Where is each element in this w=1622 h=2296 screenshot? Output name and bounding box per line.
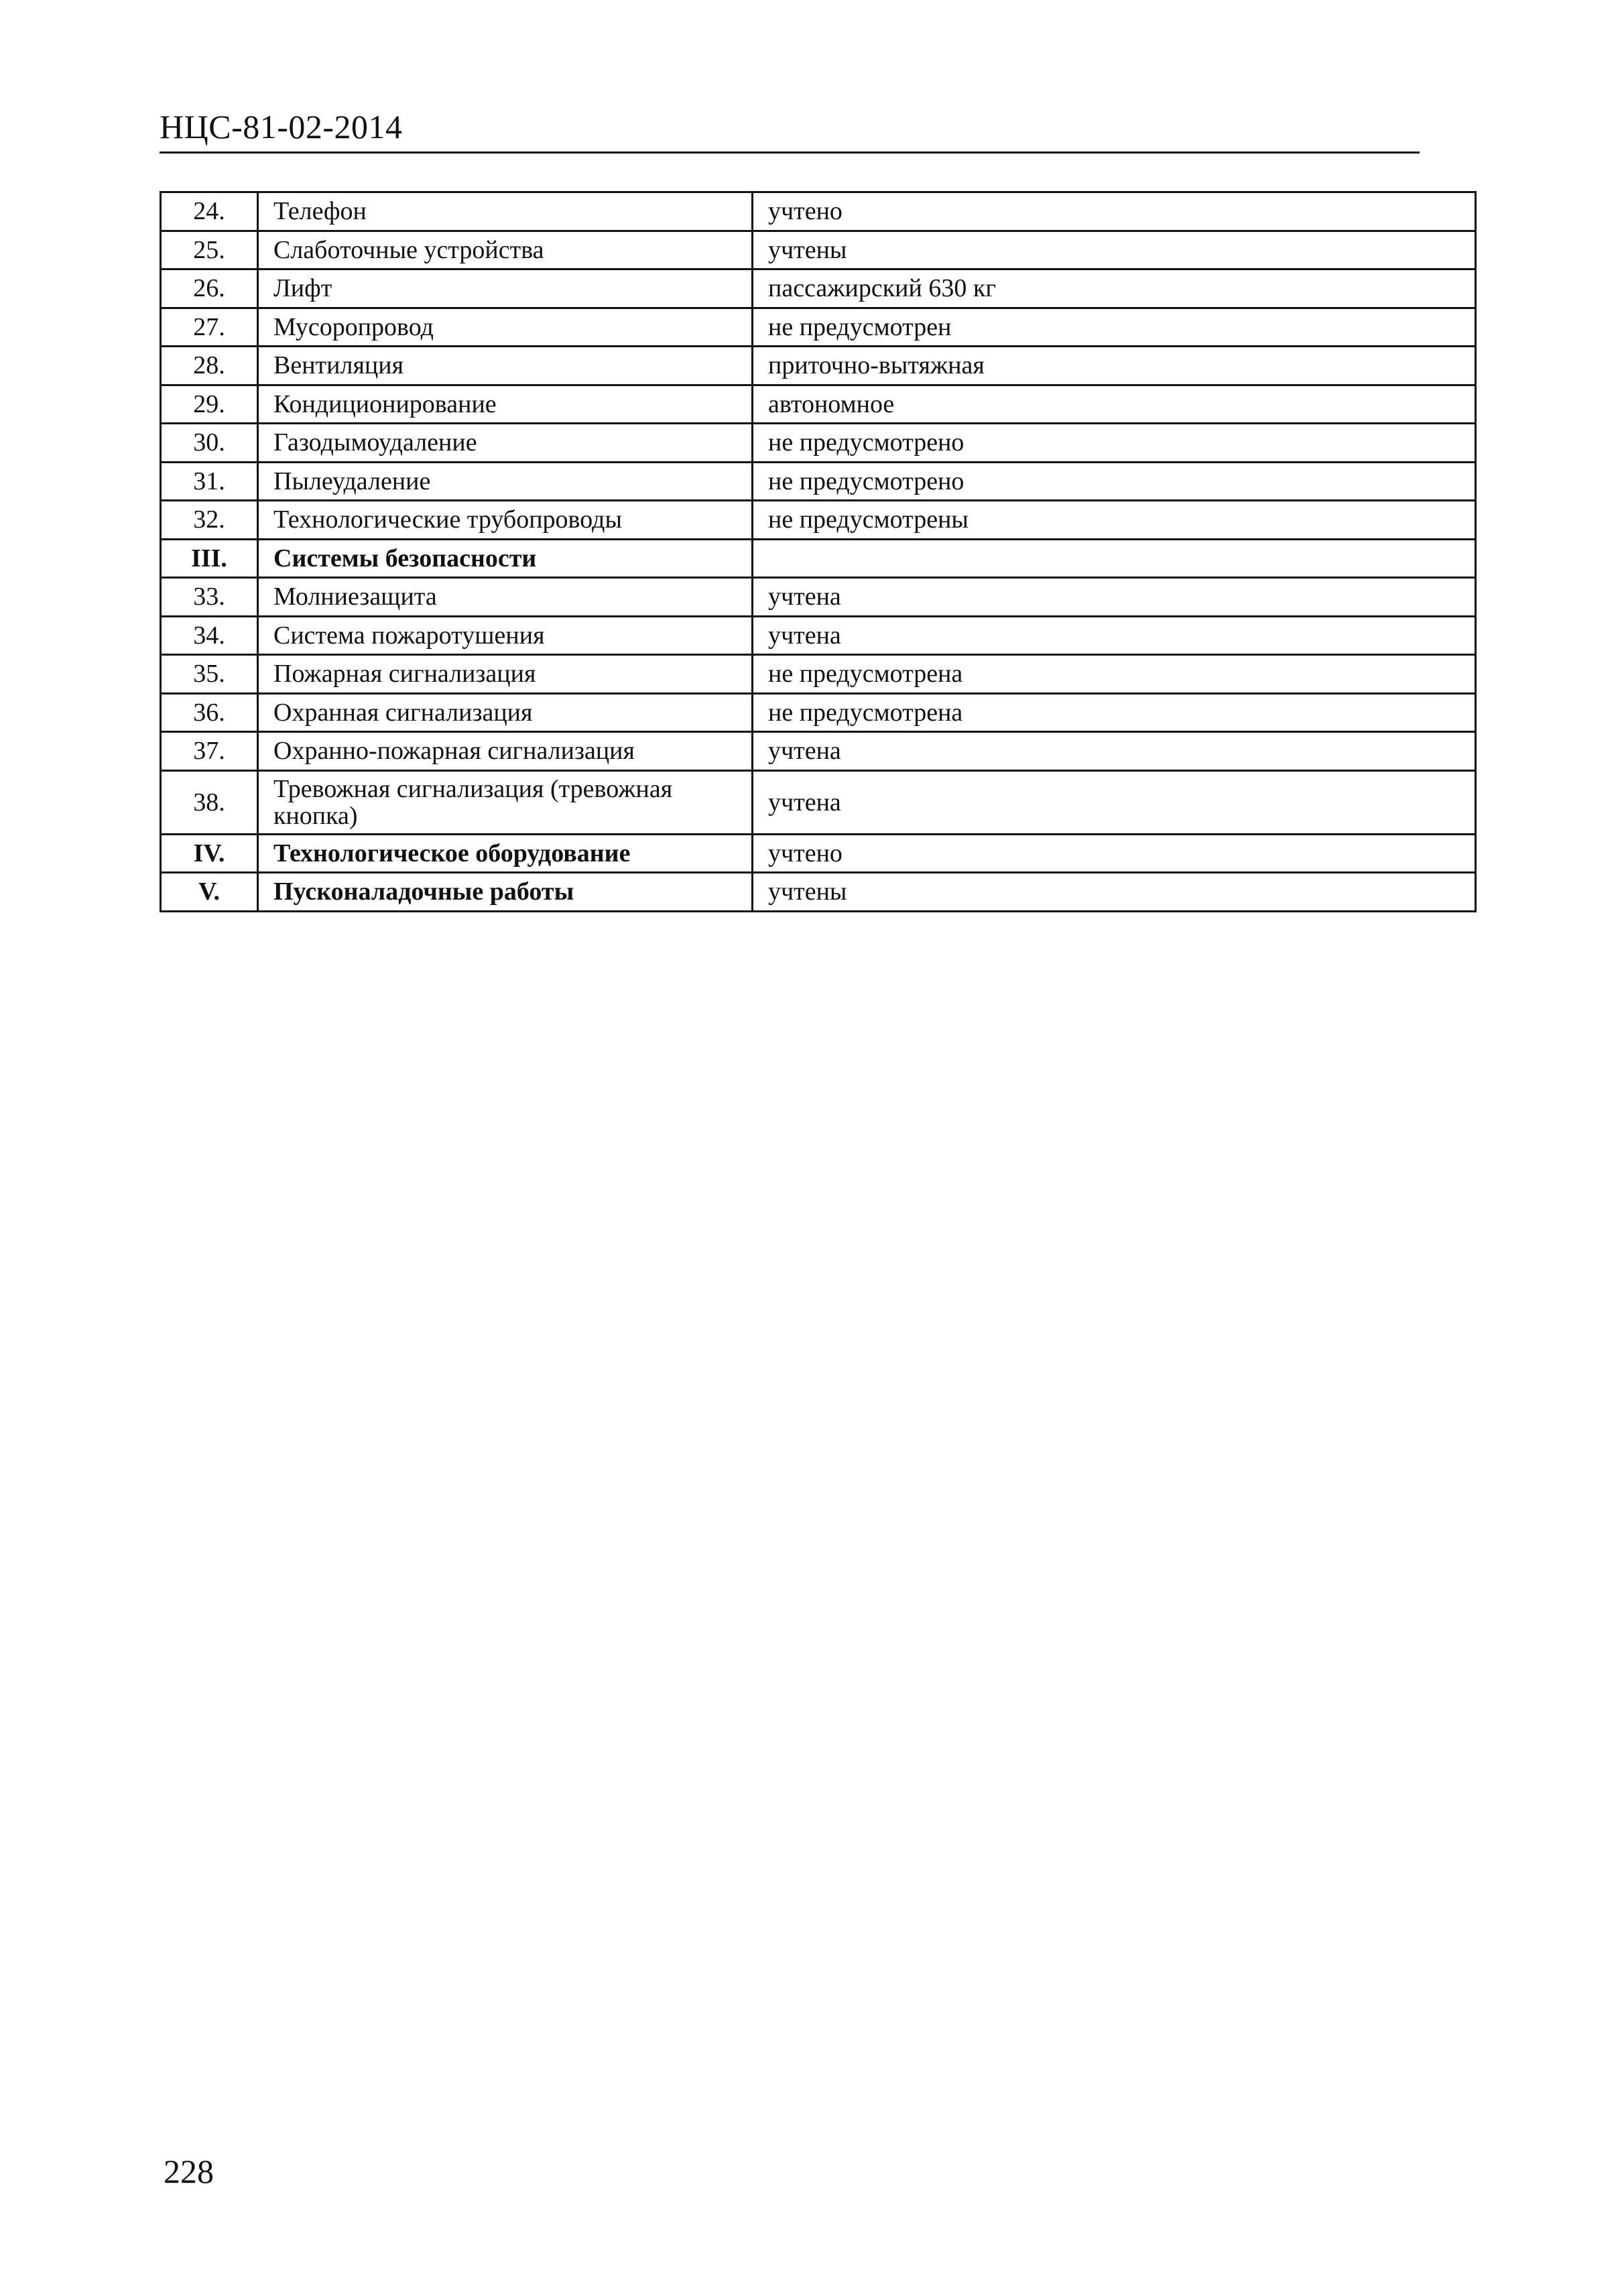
table-row	[161, 616, 1476, 655]
row-value-cell: учтена	[753, 732, 1476, 771]
row-value-cell: приточно-вытяжная	[753, 347, 1476, 385]
specification-table	[160, 191, 1477, 912]
row-value-cell: учтена	[753, 770, 1476, 834]
table-row	[161, 501, 1476, 540]
row-number-cell: 36.	[161, 693, 258, 732]
table-row	[161, 770, 1476, 834]
row-number-cell: 27.	[161, 308, 258, 347]
row-name-cell: Охранная сигнализация	[258, 693, 753, 732]
table-row	[161, 655, 1476, 694]
row-number-cell: 32.	[161, 501, 258, 540]
table-row	[161, 308, 1476, 347]
row-number-cell: III.	[161, 539, 258, 578]
row-number-cell: 24.	[161, 192, 258, 231]
row-name-cell: Система пожаротушения	[258, 616, 753, 655]
row-name-cell: Газодымоудаление	[258, 424, 753, 463]
row-name-cell: Молниезащита	[258, 578, 753, 617]
row-number-cell: 30.	[161, 424, 258, 463]
row-value-cell: не предусмотрен	[753, 308, 1476, 347]
table-row	[161, 385, 1476, 424]
row-value-cell: не предусмотрено	[753, 462, 1476, 501]
row-name-cell: Тревожная сигнализация (тревожная кнопка)	[258, 770, 753, 834]
row-value-cell: учтены	[753, 873, 1476, 912]
table-section-row	[161, 873, 1476, 912]
row-number-cell: 34.	[161, 616, 258, 655]
row-number-cell: 37.	[161, 732, 258, 771]
row-value-cell: учтена	[753, 578, 1476, 617]
row-number-cell: 31.	[161, 462, 258, 501]
document-code: НЦС-81-02-2014	[160, 108, 403, 145]
table-row	[161, 269, 1476, 308]
table-row	[161, 231, 1476, 269]
row-value-cell: учтены	[753, 231, 1476, 269]
table-row	[161, 693, 1476, 732]
header-divider	[160, 152, 1420, 154]
row-name-cell: Технологическое оборудование	[258, 834, 753, 873]
row-number-cell: IV.	[161, 834, 258, 873]
row-name-cell: Технологические трубопроводы	[258, 501, 753, 540]
table-row	[161, 732, 1476, 771]
row-value-cell: учтена	[753, 616, 1476, 655]
page-number: 228	[164, 2153, 214, 2190]
row-value-cell: пассажирский 630 кг	[753, 269, 1476, 308]
table-row	[161, 347, 1476, 385]
row-value-cell: учтено	[753, 834, 1476, 873]
row-name-cell: Телефон	[258, 192, 753, 231]
row-number-cell: 28.	[161, 347, 258, 385]
row-value-cell: не предусмотрено	[753, 424, 1476, 463]
specification-table-body	[161, 192, 1476, 912]
row-name-cell: Системы безопасности	[258, 539, 753, 578]
row-name-cell: Вентиляция	[258, 347, 753, 385]
row-value-cell	[753, 539, 1476, 578]
row-number-cell: 25.	[161, 231, 258, 269]
row-name-cell: Пожарная сигнализация	[258, 655, 753, 694]
row-name-cell: Охранно-пожарная сигнализация	[258, 732, 753, 771]
row-name-cell: Мусоропровод	[258, 308, 753, 347]
row-number-cell: 33.	[161, 578, 258, 617]
row-name-cell: Пусконаладочные работы	[258, 873, 753, 912]
row-value-cell: не предусмотрена	[753, 655, 1476, 694]
row-number-cell: 26.	[161, 269, 258, 308]
table-row	[161, 424, 1476, 463]
row-value-cell: учтено	[753, 192, 1476, 231]
table-row	[161, 578, 1476, 617]
row-number-cell: 38.	[161, 770, 258, 834]
row-name-cell: Слаботочные устройства	[258, 231, 753, 269]
row-value-cell: автономное	[753, 385, 1476, 424]
table-section-row	[161, 539, 1476, 578]
row-value-cell: не предусмотрена	[753, 693, 1476, 732]
row-number-cell: 29.	[161, 385, 258, 424]
row-name-cell: Пылеудаление	[258, 462, 753, 501]
row-value-cell: не предусмотрены	[753, 501, 1476, 540]
table-section-row	[161, 834, 1476, 873]
row-name-cell: Кондиционирование	[258, 385, 753, 424]
table-row	[161, 462, 1476, 501]
row-name-cell: Лифт	[258, 269, 753, 308]
table-row	[161, 192, 1476, 231]
row-number-cell: V.	[161, 873, 258, 912]
row-number-cell: 35.	[161, 655, 258, 694]
